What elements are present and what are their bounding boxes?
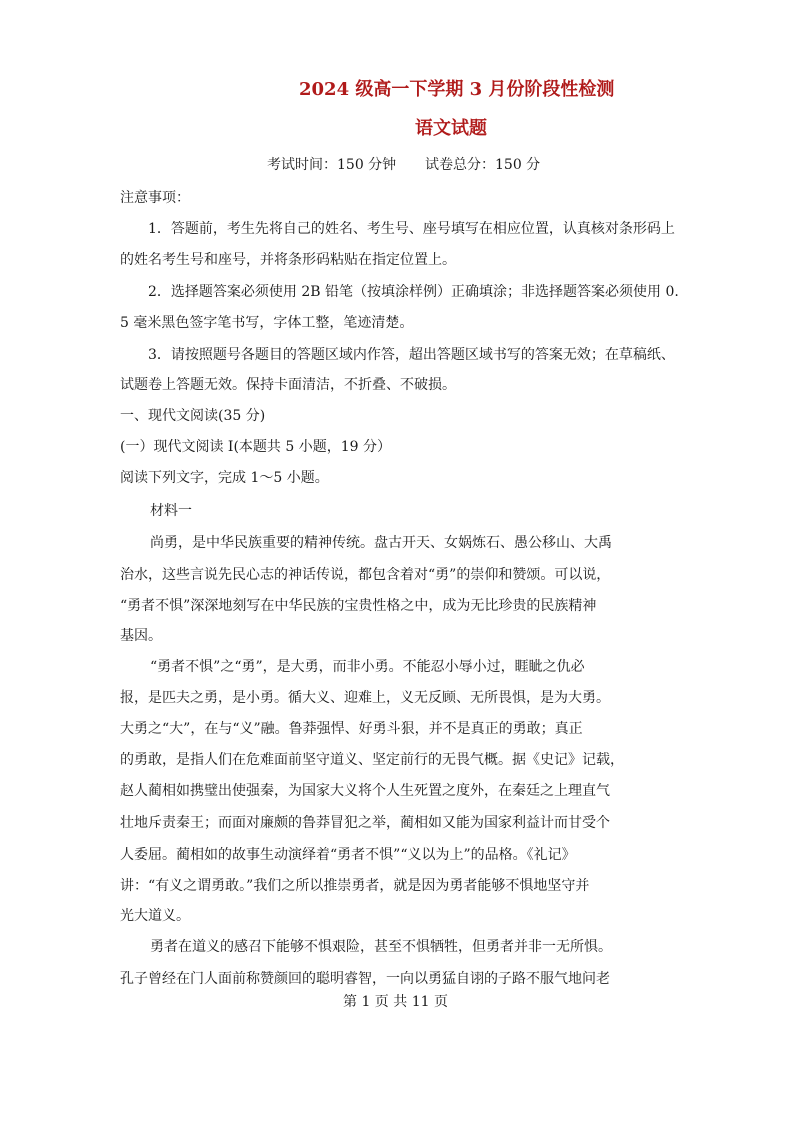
- note-2-line-1: 2．选择题答案必须使用 2B 铅笔（按填涂样例）正确填涂；非选择题答案必须使用 0.: [148, 284, 679, 300]
- subject-title: 语文试题: [415, 118, 487, 139]
- note-3-line-1: 3．请按照题号各题目的答题区域内作答，超出答题区域书写的答案无效；在草稿纸、: [148, 347, 675, 363]
- passage-line: 光大道义。: [120, 908, 190, 924]
- passage-line: 勇者在道义的感召下能够不惧艰险，甚至不惧牺牲，但勇者并非一无所惧。: [150, 939, 612, 955]
- exam-time: 考试时间：150 分钟: [267, 157, 397, 173]
- page-number: 第 1 页 共 11 页: [343, 994, 448, 1010]
- passage-line: 讲：“有义之谓勇敢。”我们之所以推崇勇者，就是因为勇者能够不惧地坚守并: [120, 878, 590, 894]
- passage-line: 治水，这些言说先民心志的神话传说，都包含着对“勇”的崇仰和赞颂。可以说，: [120, 567, 611, 583]
- passage-line: 尚勇，是中华民族重要的精神传统。盘古开天、女娲炼石、愚公移山、大禹: [150, 535, 612, 551]
- note-3-line-2: 试题卷上答题无效。保持卡面清洁，不折叠、不破损。: [120, 377, 456, 393]
- passage-line: 报，是匹夫之勇，是小勇。循大义、迎难上，义无反顾、无所畏惧，是为大勇。: [120, 690, 610, 706]
- subsection-heading: (一）现代文阅读 I(本题共 5 小题，19 分）: [120, 439, 391, 455]
- note-1-line-2: 的姓名考生号和座号，并将条形码粘贴在指定位置上。: [120, 252, 456, 268]
- material-label: 材料一: [150, 503, 192, 519]
- passage-line: 基因。: [120, 628, 162, 644]
- passage-line: “勇者不惧”之“勇”，是大勇，而非小勇。不能忍小辱小过，睚眦之仇必: [150, 659, 585, 675]
- passage-line: 赵人蔺相如携璧出使强秦，为国家大义将个人生死置之度外，在秦廷之上理直气: [120, 783, 610, 799]
- note-2-line-2: 5 毫米黑色签字笔书写，字体工整，笔迹清楚。: [120, 315, 414, 331]
- section-heading: 一、现代文阅读(35 分): [120, 408, 266, 424]
- reading-instruction: 阅读下列文字，完成 1～5 小题。: [120, 470, 329, 486]
- passage-line: 孔子曾经在门人面前称赞颜回的聪明睿智，一向以勇猛自诩的子路不服气地问老: [120, 971, 610, 987]
- exam-title: 2024 级高一下学期 3 月份阶段性检测: [299, 79, 615, 100]
- exam-score: 试卷总分：150 分: [425, 157, 541, 173]
- passage-line: 大勇之“大”，在与“义”融。鲁莽强悍、好勇斗狠，并不是真正的勇敢；真正: [120, 721, 583, 737]
- passage-line: 的勇敢，是指人们在危难面前坚守道义、坚定前行的无畏气概。据《史记》记载，: [120, 752, 624, 768]
- passage-line: 人委屈。蔺相如的故事生动演绎着“勇者不惧”“义以为上”的品格。《礼记》: [120, 847, 576, 863]
- notes-heading: 注意事项：: [120, 190, 190, 206]
- passage-line: 壮地斥责秦王；而面对廉颇的鲁莽冒犯之举，蔺相如又能为国家利益计而甘受个: [120, 815, 610, 831]
- passage-line: “勇者不惧”深深地刻写在中华民族的宝贵性格之中，成为无比珍贵的民族精神: [120, 598, 597, 614]
- note-1-line-1: 1．答题前，考生先将自己的姓名、考生号、座号填写在相应位置，认真核对条形码上: [148, 221, 675, 237]
